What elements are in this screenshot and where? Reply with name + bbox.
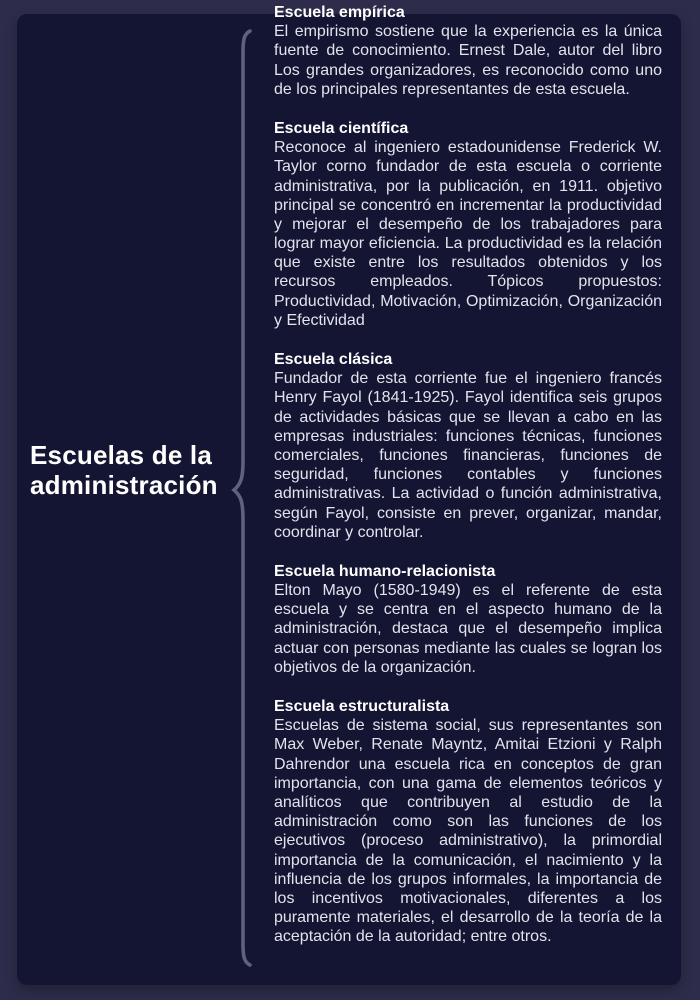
section-cientifica (274, 119, 662, 330)
section-body: El empirismo sostiene que la experiencia es la única fuente de conocimiento. Ernest Dale, autor del libro Los grandes organizadores, es reconocido como uno de los principales representantes de esta escuela. (274, 23, 662, 98)
curly-brace-icon (231, 28, 255, 968)
section-heading: Escuela científica (274, 119, 409, 137)
section-heading: Escuela clásica (274, 351, 393, 368)
section-empirica (274, 3, 662, 99)
section-body: Elton Mayo (1580-1949) es el referente de esta escuela y se centra en el aspecto humano de la administración, destaca que el desempeño implica actuar con personas mediante las cuales se logran los objetivos de la organización. (274, 582, 662, 676)
diagram-title: Escuelas de la administración (30, 440, 218, 501)
section-body: Reconoce al ingeniero estadounidense Frederick W. Taylor corno fundador de esta escuela o corriente administrativa, por la publicación, en 1911. objetivo principal se concentró en incrementar la productividad y mejorar el desempeño de los trabajadores para lograr mayor eficiencia. La productividad es la relación que existe entre los resultados obtenidos y los recursos empleados. Tópicos propuestos: Productividad, Motivación, Optimización, Organización y Efectividad (274, 139, 662, 329)
sections-list (274, 3, 662, 946)
section-heading: Escuela humano-relacionista (274, 562, 496, 580)
section-body: Escuelas de sistema social, sus representantes son Max Weber, Renate Mayntz, Amitai Etzioni y Ralph Dahrendor una escuela rica en conceptos de gran importancia, con una gama de elementos teóricos y analíticos que contribuyen al estudio de la administración como son las funciones de los ejecutivos (proceso administrativo), la primordial importancia de la comunicación, el nacimiento y la influencia de los grupos informales, la importancia de los incentivos motivacionales, diferentes a los puramente materiales, el desarrollo de la teoría de la aceptación de la autoridad; entre otros. (274, 717, 662, 946)
section-body: Fundador de esta corriente fue el ingeniero francés Henry Fayol (1841-1925). Fayol identifica seis grupos de actividades básicas que se llevan a cabo en las empresas industriales: funciones técnicas, funciones comerciales, funciones financieras, funciones de seguridad, funciones contables y funciones administrativas. La actividad o función administrativa, según Fayol, consiste en prever, organizar, mandar, coordinar y controlar. (274, 370, 662, 541)
section-estructuralista (274, 697, 662, 946)
section-clasica (274, 350, 662, 542)
section-humano-relacionista (274, 562, 662, 677)
section-heading: Escuela empírica (274, 4, 405, 21)
section-heading: Escuela estructuralista (274, 698, 450, 715)
